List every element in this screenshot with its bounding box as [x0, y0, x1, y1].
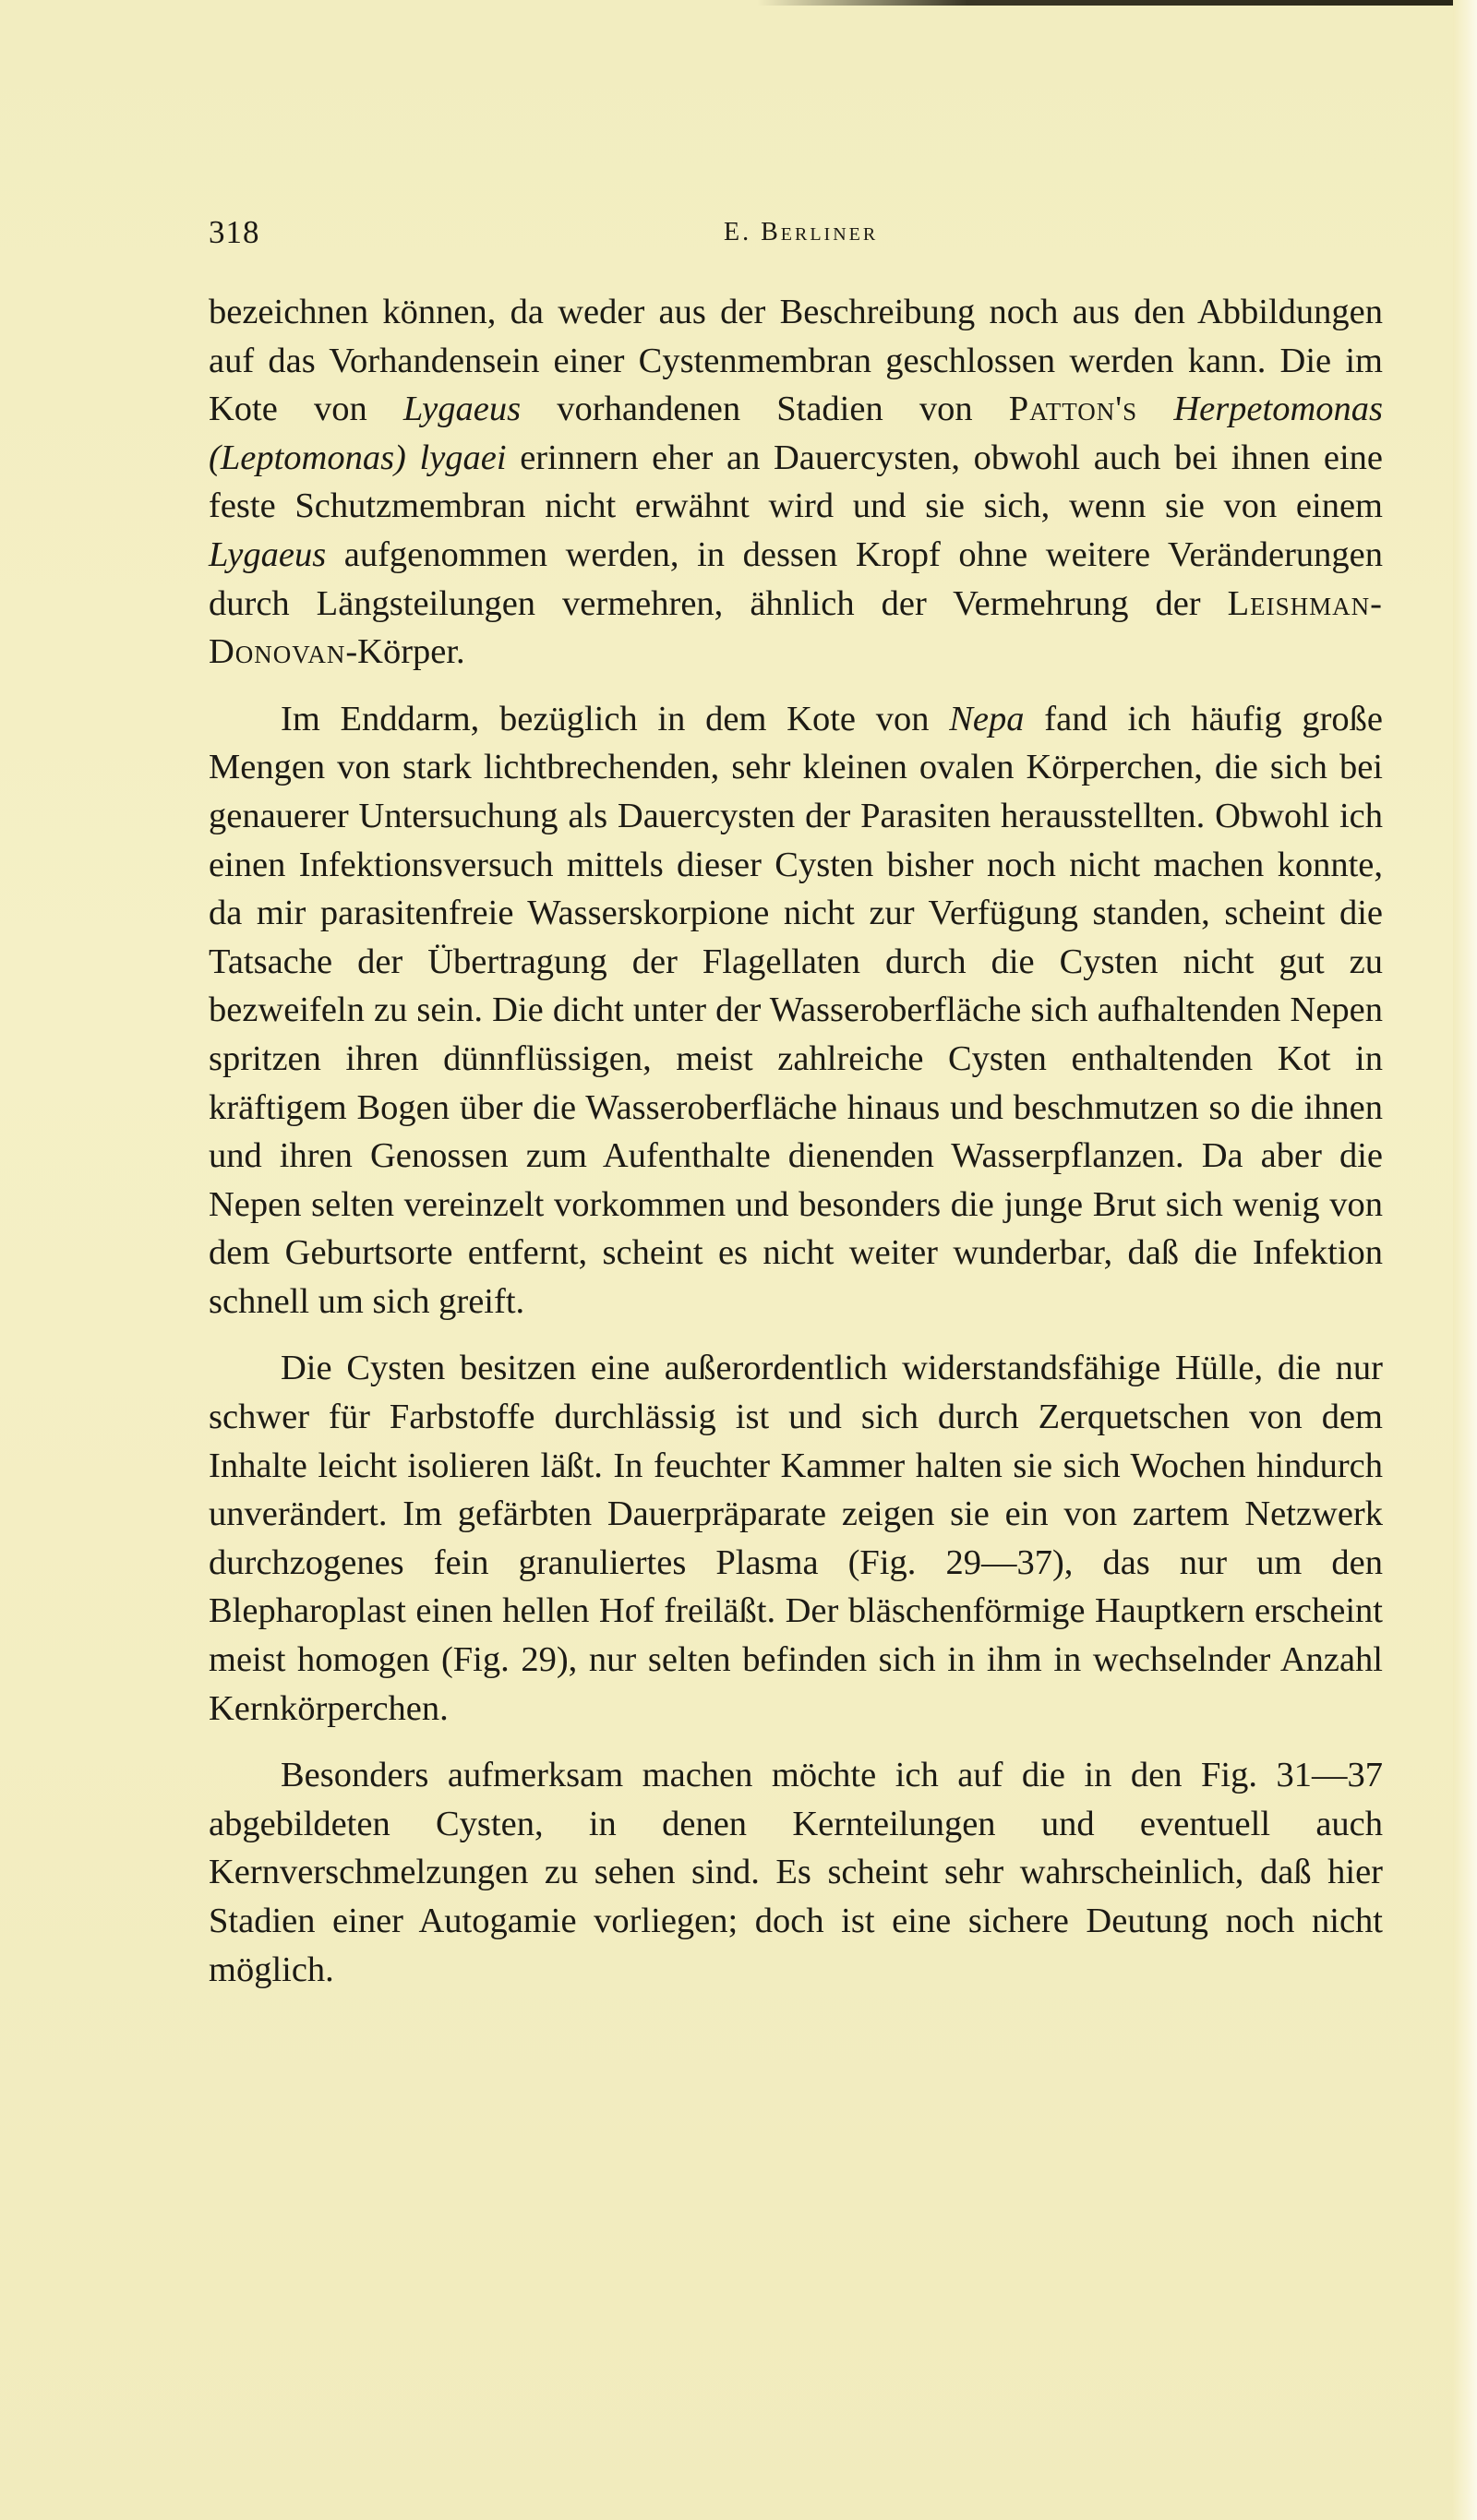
paragraph: [209, 1344, 1383, 1733]
text-run: [1137, 390, 1173, 428]
italic-term: Nepa: [949, 699, 1025, 738]
running-head: [209, 214, 1381, 251]
page-number: 318: [209, 214, 260, 250]
body-text: [209, 288, 1383, 1994]
author-name: Patton's: [1008, 390, 1138, 429]
text-run: aufgenommen werden, in dessen Kropf ohne weitere Veränderungen durch Längsteilungen vermehren, ähnlich der Vermehrung der: [209, 534, 1383, 623]
italic-term: Lygaeus: [209, 534, 327, 574]
text-run: Im Enddarm, bezüglich in dem Kote von: [281, 699, 950, 738]
italic-term: Lygaeus: [402, 390, 522, 429]
paragraph: [209, 288, 1383, 677]
paragraph: [209, 1751, 1383, 1994]
running-head-author: E. Berliner: [724, 218, 879, 246]
text-run: Besonders aufmerksam machen möchte ich auf die in den Fig. 31—37 abgebildeten Cysten, in denen Kernteilungen und eventuell auch Kernverschmelzungen zu sehen sind. Es scheint sehr wahrscheinlich, daß hier Stadien einer Autogamie vorliegen; doch ist eine sichere Deutung noch nicht möglich.: [209, 1756, 1383, 1989]
scan-edge-shadow: [757, 0, 1459, 6]
page-edge: [1453, 0, 1477, 2520]
italic-term: Herpetomonas (Leptomonas) lygaei: [209, 390, 1384, 477]
text-run: vorhandenen Stadien von: [521, 390, 1009, 429]
author-name: Leishman-Donovan: [209, 583, 1383, 672]
text-run: Die Cysten besitzen eine außerordentlich widerstandsfähige Hülle, die nur schwer für Farbstoffe durchlässig ist und sich durch Zerquetschen von dem Inhalte leicht isolieren läßt. In feuchter Kammer halten sie sich Wochen hindurch unverändert. Im gefärbten Dauerpräparate zeigen sie ein von zartem Netzwerk durchzogenes fein granuliertes Plasma (Fig. 29—37), das nur um den Blepharoplast einen hellen Hof freiläßt. Der bläschenförmige Hauptkern erscheint meist homogen (Fig. 29), nur selten befinden sich in ihm in wechselnder Anzahl Kernkörperchen.: [209, 1349, 1383, 1728]
text-run: erinnern eher an Dauercysten, obwohl auch bei ihnen eine feste Schutzmembran nicht erwähnt wird und sie sich, wenn sie von einem: [209, 438, 1383, 526]
text-run: -Körper.: [345, 632, 465, 672]
text-run: bezeichnen können, da weder aus der Beschreibung noch aus den Abbildungen auf das Vorhandensein einer Cystenmembran geschlossen werden kann. Die im Kote von: [209, 293, 1383, 429]
paragraph: [209, 695, 1383, 1326]
text-run: fand ich häufig große Mengen von stark lichtbrechenden, sehr kleinen ovalen Körperchen, die sich bei genauerer Untersuchung als Dauercysten der Parasiten herausstellten. Obwohl ich einen Infektionsversuch mittels dieser Cysten bisher noch nicht machen konnte, da mir parasitenfreie Wasserskorpione nicht zur Verfügung standen, scheint die Tatsache der Übertragung der Flagellaten durch die Cysten nicht gut zu bezweifeln zu sein. Die dicht unter der Wasseroberfläche sich aufhaltenden Nepen spritzen ihren dünnflüssigen, meist zahlreiche Cysten enthaltenden Kot in kräftigem Bogen über die Wasseroberfläche hinaus und beschmutzen so die ihnen und ihren Genossen zum Aufenthalte dienenden Wasserpflanzen. Da aber die Nepen selten vereinzelt vorkommen und besonders die junge Brut sich wenig von dem Geburtsorte entfernt, scheint es nicht weiter wunderbar, daß die Infektion schnell um sich greift.: [209, 699, 1383, 1321]
